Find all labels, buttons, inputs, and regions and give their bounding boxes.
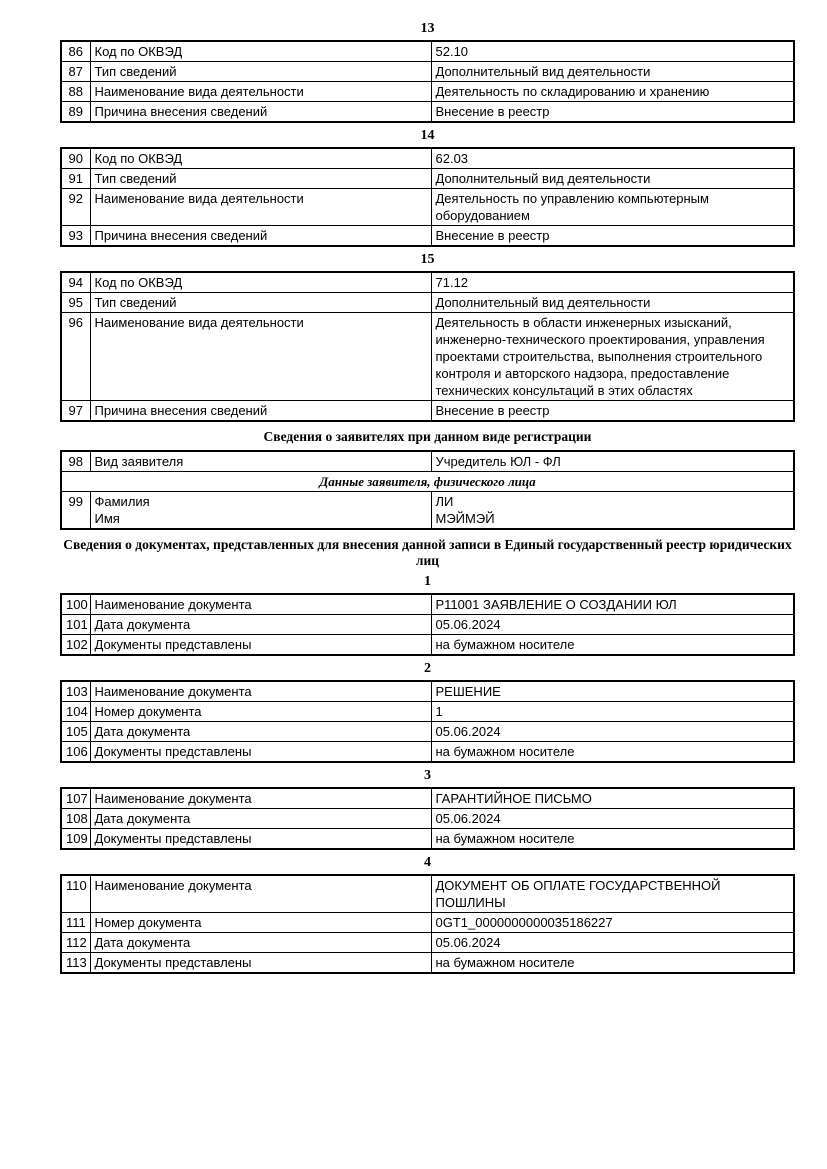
row-label bbox=[90, 594, 431, 615]
value-line: на бумажном носителе bbox=[435, 955, 575, 970]
row-label bbox=[90, 615, 431, 635]
row-number: 90 bbox=[61, 148, 90, 169]
label-line: Наименование документа bbox=[94, 684, 252, 699]
row-number: 106 bbox=[61, 742, 90, 763]
row-number: 95 bbox=[61, 293, 90, 313]
section-number: 14 bbox=[420, 128, 435, 143]
label-line: Дата документа bbox=[94, 935, 191, 950]
label-line: Наименование документа bbox=[94, 597, 252, 612]
row-value bbox=[431, 492, 794, 530]
row-value bbox=[431, 313, 794, 401]
label-line: Причина внесения сведений bbox=[94, 104, 268, 119]
value-line: на бумажном носителе bbox=[435, 637, 575, 652]
label-line: Наименование вида деятельности bbox=[94, 191, 304, 206]
row-label bbox=[90, 492, 431, 530]
value-line: Деятельность в области инженерных изысканий, инженерно-технического проектирования, управления проектами строительства, выполнения строительного контроля и авторского надзора, предоставление технических консультаций в этих областях bbox=[435, 315, 765, 398]
value-line: Деятельность по складированию и хранению bbox=[435, 84, 710, 99]
row-number: 91 bbox=[61, 169, 90, 189]
value-line: Внесение в реестр bbox=[435, 403, 550, 418]
value-line: 71.12 bbox=[435, 275, 469, 290]
table-row bbox=[61, 875, 794, 913]
value-line: на бумажном носителе bbox=[435, 831, 575, 846]
row-value bbox=[431, 829, 794, 850]
record-table bbox=[60, 450, 795, 530]
table-row bbox=[61, 702, 794, 722]
row-value bbox=[431, 702, 794, 722]
row-label bbox=[90, 722, 431, 742]
section-number: 2 bbox=[424, 661, 431, 676]
row-number: 111 bbox=[61, 913, 90, 933]
table-row bbox=[61, 933, 794, 953]
section-heading: Сведения о заявителях при данном виде регистрации bbox=[263, 429, 592, 444]
row-number: 112 bbox=[61, 933, 90, 953]
section-number: 15 bbox=[420, 252, 435, 267]
row-label bbox=[90, 41, 431, 62]
row-label bbox=[90, 293, 431, 313]
subsection-title: Данные заявителя, физического лица bbox=[61, 472, 794, 492]
row-value bbox=[431, 875, 794, 913]
row-value bbox=[431, 189, 794, 226]
table-row bbox=[61, 313, 794, 401]
row-value bbox=[431, 148, 794, 169]
table-row bbox=[61, 594, 794, 615]
row-label bbox=[90, 451, 431, 472]
row-number: 98 bbox=[61, 451, 90, 472]
record-table bbox=[60, 874, 795, 974]
row-number: 113 bbox=[61, 953, 90, 974]
label-line: Тип сведений bbox=[94, 64, 177, 79]
value-line: Внесение в реестр bbox=[435, 104, 550, 119]
table-row bbox=[61, 742, 794, 763]
label-line: Наименование документа bbox=[94, 791, 252, 806]
table-row bbox=[61, 293, 794, 313]
label-line: Код по ОКВЭД bbox=[94, 275, 183, 290]
record-table bbox=[60, 787, 795, 850]
value-line: 62.03 bbox=[435, 151, 469, 166]
label-line: Номер документа bbox=[94, 915, 202, 930]
table-row bbox=[61, 189, 794, 226]
row-value bbox=[431, 293, 794, 313]
label-line: Дата документа bbox=[94, 724, 191, 739]
row-number: 103 bbox=[61, 681, 90, 702]
value-line: 05.06.2024 bbox=[435, 724, 501, 739]
row-number: 109 bbox=[61, 829, 90, 850]
row-number: 88 bbox=[61, 82, 90, 102]
table-row bbox=[61, 472, 794, 492]
row-value bbox=[431, 615, 794, 635]
value-line: Р11001 ЗАЯВЛЕНИЕ О СОЗДАНИИ ЮЛ bbox=[435, 597, 677, 612]
row-label bbox=[90, 313, 431, 401]
row-value bbox=[431, 82, 794, 102]
row-number: 86 bbox=[61, 41, 90, 62]
row-label bbox=[90, 189, 431, 226]
record-table bbox=[60, 593, 795, 656]
table-row bbox=[61, 722, 794, 742]
value-line: 52.10 bbox=[435, 44, 469, 59]
row-label bbox=[90, 226, 431, 247]
row-number: 100 bbox=[61, 594, 90, 615]
table-row bbox=[61, 62, 794, 82]
label-line: Причина внесения сведений bbox=[94, 228, 268, 243]
row-number: 101 bbox=[61, 615, 90, 635]
table-row bbox=[61, 41, 794, 62]
record-table bbox=[60, 147, 795, 247]
table-row bbox=[61, 492, 794, 530]
row-label bbox=[90, 913, 431, 933]
value-line: 1 bbox=[435, 704, 443, 719]
row-label bbox=[90, 702, 431, 722]
table-row bbox=[61, 82, 794, 102]
row-label bbox=[90, 933, 431, 953]
label-line: Документы представлены bbox=[94, 744, 252, 759]
table-row bbox=[61, 148, 794, 169]
record-table bbox=[60, 680, 795, 763]
row-value bbox=[431, 102, 794, 123]
row-value bbox=[431, 788, 794, 809]
table-row bbox=[61, 788, 794, 809]
label-line: Код по ОКВЭД bbox=[94, 151, 183, 166]
row-number: 104 bbox=[61, 702, 90, 722]
value-line: Дополнительный вид деятельности bbox=[435, 171, 651, 186]
row-value bbox=[431, 62, 794, 82]
row-label bbox=[90, 82, 431, 102]
row-value bbox=[431, 226, 794, 247]
label-line: Дата документа bbox=[94, 617, 191, 632]
table-row bbox=[61, 913, 794, 933]
table-row bbox=[61, 102, 794, 123]
row-value bbox=[431, 953, 794, 974]
row-number: 102 bbox=[61, 635, 90, 656]
value-line: РЕШЕНИЕ bbox=[435, 684, 501, 699]
label-line: Документы представлены bbox=[94, 831, 252, 846]
row-value bbox=[431, 809, 794, 829]
row-number: 94 bbox=[61, 272, 90, 293]
table-row bbox=[61, 169, 794, 189]
record-table bbox=[60, 271, 795, 422]
value-line: Деятельность по управлению компьютерным оборудованием bbox=[435, 191, 709, 223]
value-line: 0GT1_0000000000035186227 bbox=[435, 915, 613, 930]
value-line: Учредитель ЮЛ - ФЛ bbox=[435, 454, 561, 469]
row-label bbox=[90, 401, 431, 422]
row-label bbox=[90, 681, 431, 702]
section-number: 4 bbox=[424, 855, 431, 870]
value-line: Дополнительный вид деятельности bbox=[435, 295, 651, 310]
label-line: Тип сведений bbox=[94, 171, 177, 186]
row-number: 99 bbox=[61, 492, 90, 530]
label-line: Вид заявителя bbox=[94, 454, 184, 469]
table-row bbox=[61, 635, 794, 656]
value-line: 05.06.2024 bbox=[435, 811, 501, 826]
label-line: Наименование вида деятельности bbox=[94, 84, 304, 99]
row-value bbox=[431, 635, 794, 656]
table-row bbox=[61, 451, 794, 472]
value-line: МЭЙМЭЙ bbox=[435, 511, 495, 526]
label-line: Имя bbox=[94, 511, 120, 526]
row-number: 89 bbox=[61, 102, 90, 123]
row-value bbox=[431, 401, 794, 422]
row-number: 87 bbox=[61, 62, 90, 82]
row-value bbox=[431, 913, 794, 933]
row-label bbox=[90, 102, 431, 123]
section-number: 1 bbox=[424, 574, 431, 589]
label-line: Документы представлены bbox=[94, 637, 252, 652]
table-row bbox=[61, 829, 794, 850]
label-line: Причина внесения сведений bbox=[94, 403, 268, 418]
row-value bbox=[431, 272, 794, 293]
table-row bbox=[61, 809, 794, 829]
value-line: ЛИ bbox=[435, 494, 454, 509]
row-number: 110 bbox=[61, 875, 90, 913]
section-number: 3 bbox=[424, 768, 431, 783]
row-value bbox=[431, 169, 794, 189]
value-line: на бумажном носителе bbox=[435, 744, 575, 759]
row-value bbox=[431, 722, 794, 742]
row-number: 108 bbox=[61, 809, 90, 829]
label-line: Дата документа bbox=[94, 811, 191, 826]
label-line: Наименование документа bbox=[94, 878, 252, 893]
value-line: ГАРАНТИЙНОЕ ПИСЬМО bbox=[435, 791, 592, 806]
label-line: Код по ОКВЭД bbox=[94, 44, 183, 59]
label-line: Тип сведений bbox=[94, 295, 177, 310]
value-line: ДОКУМЕНТ ОБ ОПЛАТЕ ГОСУДАРСТВЕННОЙ ПОШЛИНЫ bbox=[435, 878, 721, 910]
section-number: 13 bbox=[420, 21, 435, 36]
section-heading: Сведения о документах, представленных для внесения данной записи в Единый государственный реестр юридических лиц bbox=[63, 537, 792, 568]
table-row bbox=[61, 615, 794, 635]
row-value bbox=[431, 41, 794, 62]
row-label bbox=[90, 169, 431, 189]
row-label bbox=[90, 829, 431, 850]
row-number: 92 bbox=[61, 189, 90, 226]
row-label bbox=[90, 809, 431, 829]
row-number: 93 bbox=[61, 226, 90, 247]
row-value bbox=[431, 681, 794, 702]
label-line: Наименование вида деятельности bbox=[94, 315, 304, 330]
row-value bbox=[431, 933, 794, 953]
row-label bbox=[90, 148, 431, 169]
record-table bbox=[60, 40, 795, 123]
table-row bbox=[61, 226, 794, 247]
label-line: Документы представлены bbox=[94, 955, 252, 970]
row-value bbox=[431, 742, 794, 763]
row-label bbox=[90, 875, 431, 913]
row-value bbox=[431, 451, 794, 472]
label-line: Номер документа bbox=[94, 704, 202, 719]
row-label bbox=[90, 635, 431, 656]
value-line: 05.06.2024 bbox=[435, 617, 501, 632]
value-line: 05.06.2024 bbox=[435, 935, 501, 950]
value-line: Дополнительный вид деятельности bbox=[435, 64, 651, 79]
row-label bbox=[90, 742, 431, 763]
row-label bbox=[90, 953, 431, 974]
row-number: 105 bbox=[61, 722, 90, 742]
table-row bbox=[61, 953, 794, 974]
table-row bbox=[61, 272, 794, 293]
table-row bbox=[61, 401, 794, 422]
row-label bbox=[90, 62, 431, 82]
table-row bbox=[61, 681, 794, 702]
row-number: 107 bbox=[61, 788, 90, 809]
row-value bbox=[431, 594, 794, 615]
row-number: 97 bbox=[61, 401, 90, 422]
row-label bbox=[90, 788, 431, 809]
row-number: 96 bbox=[61, 313, 90, 401]
label-line: Фамилия bbox=[94, 494, 150, 509]
row-label bbox=[90, 272, 431, 293]
value-line: Внесение в реестр bbox=[435, 228, 550, 243]
